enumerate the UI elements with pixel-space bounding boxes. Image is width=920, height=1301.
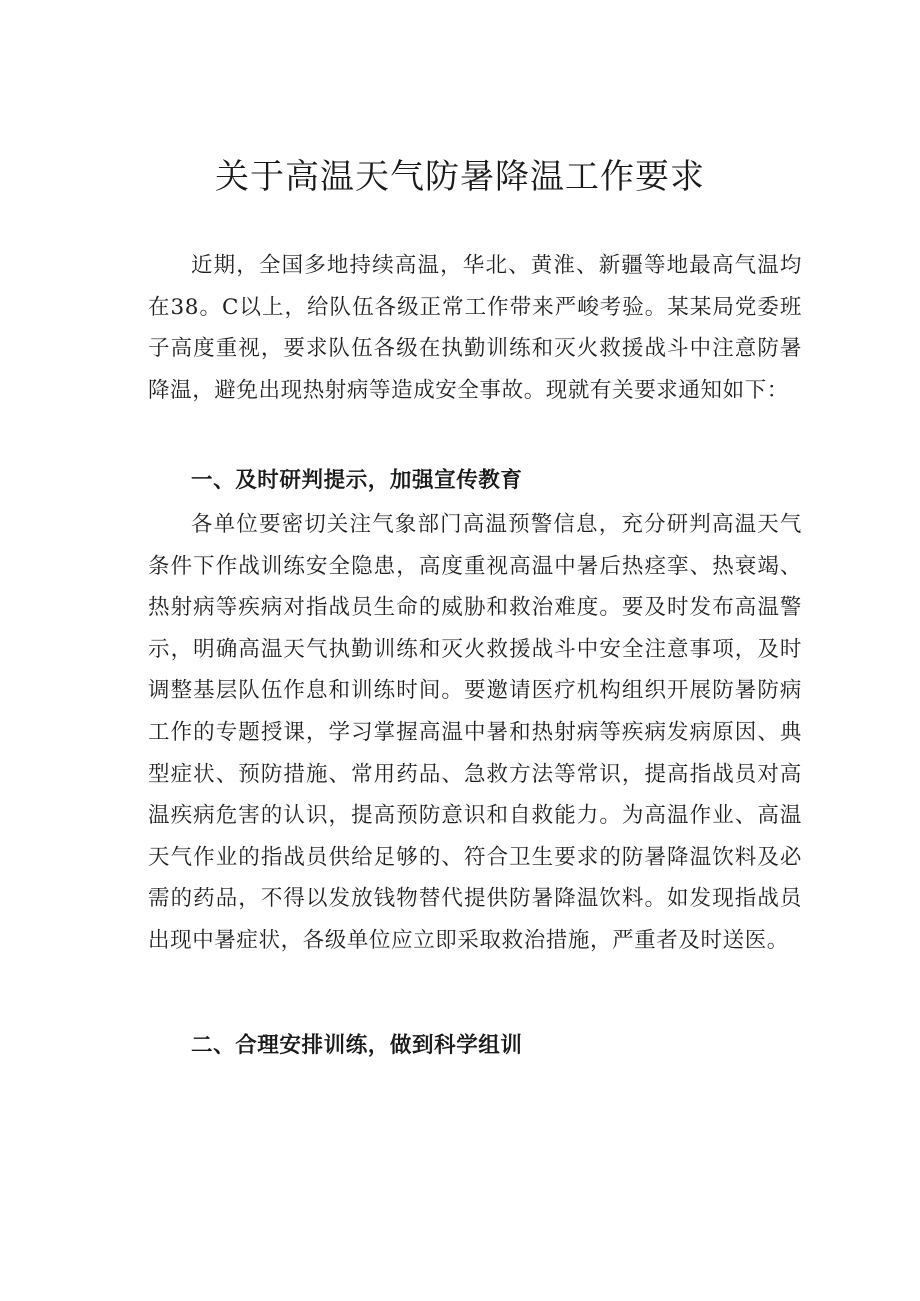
- section-heading-1: 一、及时研判提示，加强宣传教育: [191, 468, 523, 493]
- section-heading-2: 二、合理安排训练，做到科学组训: [191, 1033, 523, 1058]
- section-body-1: 各单位要密切关注气象部门高温预警信息，充分研判高温天气条件下作战训练安全隐患，高度重视高温中暑后热痉挛、热衰竭、热射病等疾病对指战员生命的威胁和救治难度。要及时发布高温警示，明确高温天气执勤训练和灭火救援战斗中安全注意事项，及时调整基层队伍作息和训练时间。要邀请医疗机构组织开展防暑防病工作的专题授课，学习掌握高温中暑和热射病等疾病发病原因、典型症状、预防措施、常用药品、急救方法等常识，提高指战员对高温疾病危害的认识，提高预防意识和自救能力。为高温作业、高温天气作业的指战员供给足够的、符合卫生要求的防暑降温饮料及必需的药品，不得以发放钱物替代提供防暑降温饮料。如发现指战员出现中暑症状，各级单位应立即采取救治措施，严重者及时送医。: [148, 512, 802, 953]
- document-title: 关于高温天气防暑降温工作要求: [215, 157, 705, 197]
- intro-paragraph: 近期，全国多地持续高温，华北、黄淮、新疆等地最高气温均在38。C以上，给队伍各级正常工作带来严峻考验。某某局党委班子高度重视，要求队伍各级在执勤训练和灭火救援战斗中注意防暑降温，避免出现热射病等造成安全事故。现就有关要求通知如下：: [148, 253, 802, 403]
